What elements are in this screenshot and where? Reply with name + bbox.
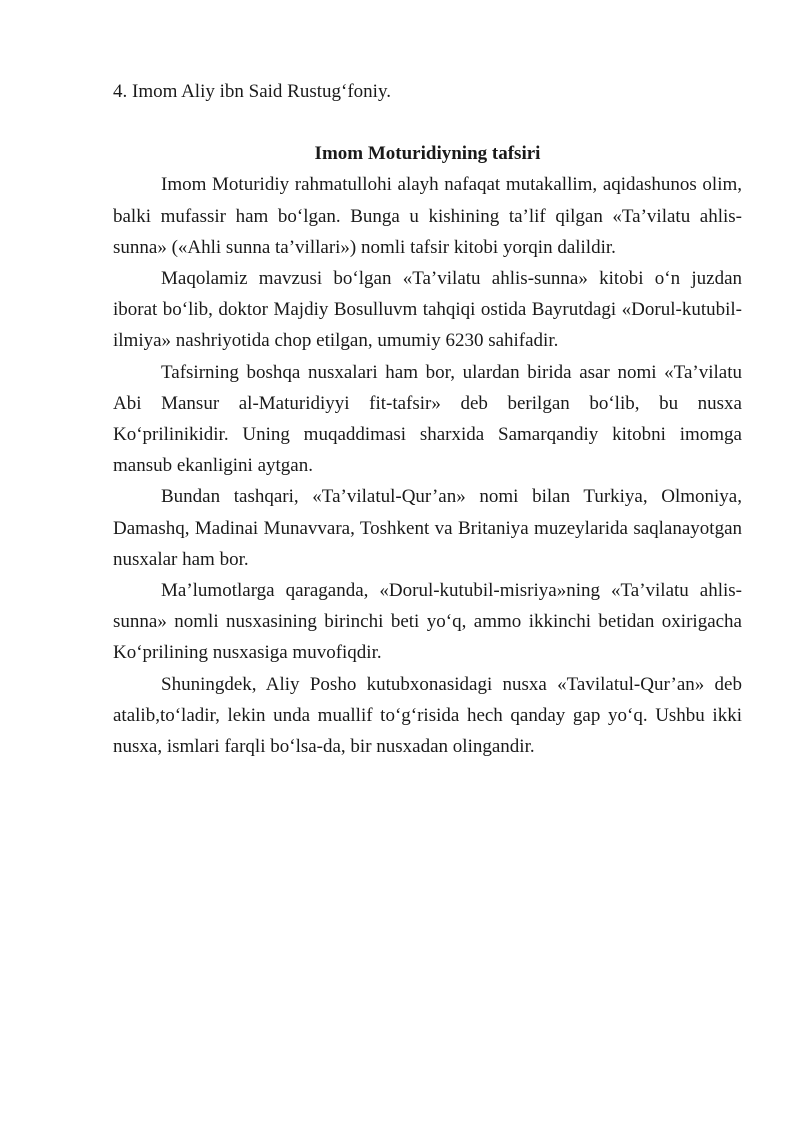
paragraph-4: Bundan tashqari, «Ta’vilatul-Qur’an» nomi bilan Turkiya, Olmoniya, Damashq, Madinai Munavvara, Toshkent va Britaniya muzeylarida saqlanayotgan nusxalar ham bor. bbox=[113, 486, 742, 570]
document-page bbox=[113, 76, 742, 762]
paragraph-3: Tafsirning boshqa nusxalari ham bor, ulardan birida asar nomi «Ta’vilatu Abi Mansur al-Maturidiyyi fit-tafsir» deb berilgan bo‘lib, bu nusxa Ko‘prilinikidir. Uning muqaddimasi sharxida Samarqandiy kitobni imomga mansub ekanligini aytgan. bbox=[113, 361, 742, 477]
paragraph-1: Imom Moturidiy rahmatullohi alayh nafaqat mutakallim, aqidashunos olim, balki mufassir ham bo‘lgan. Bunga u kishining ta’lif qilgan «Ta’vilatu ahlis-sunna» («Ahli sunna ta’villari») nomli tafsir kitobi yorqin dalildir. bbox=[113, 174, 742, 258]
section-heading: Imom Moturidiyning tafsiri bbox=[314, 143, 541, 165]
paragraph-2: Maqolamiz mavzusi bo‘lgan «Ta’vilatu ahlis-sunna» kitobi o‘n juzdan iborat bo‘lib, doktor Majdiy Bosulluvm tahqiqi ostida Bayrutdagi «Dorul-kutubil-ilmiya» nashriyotida chop etilgan, umumiy 6230 sahifadir. bbox=[113, 268, 742, 352]
list-item-4: 4. Imom Aliy ibn Said Rustug‘foniy. bbox=[113, 81, 391, 102]
paragraph-6: Shuningdek, Aliy Posho kutubxonasidagi nusxa «Tavilatul-Qur’an» deb atalib,to‘ladir, lekin unda muallif to‘g‘risida hech qanday gap yo‘q. Ushbu ikki nusxa, ismlari farqli bo‘lsa-da, bir nusxadan olingandir. bbox=[113, 673, 742, 758]
paragraph-5: Ma’lumotlarga qaraganda, «Dorul-kutubil-misriya»ning «Ta’vilatu ahlis-sunna» nomli nusxasining birinchi beti yo‘q, ammo ikkinchi betidan oxirigacha Ko‘prilining nusxasiga muvofiqdir. bbox=[113, 580, 742, 664]
